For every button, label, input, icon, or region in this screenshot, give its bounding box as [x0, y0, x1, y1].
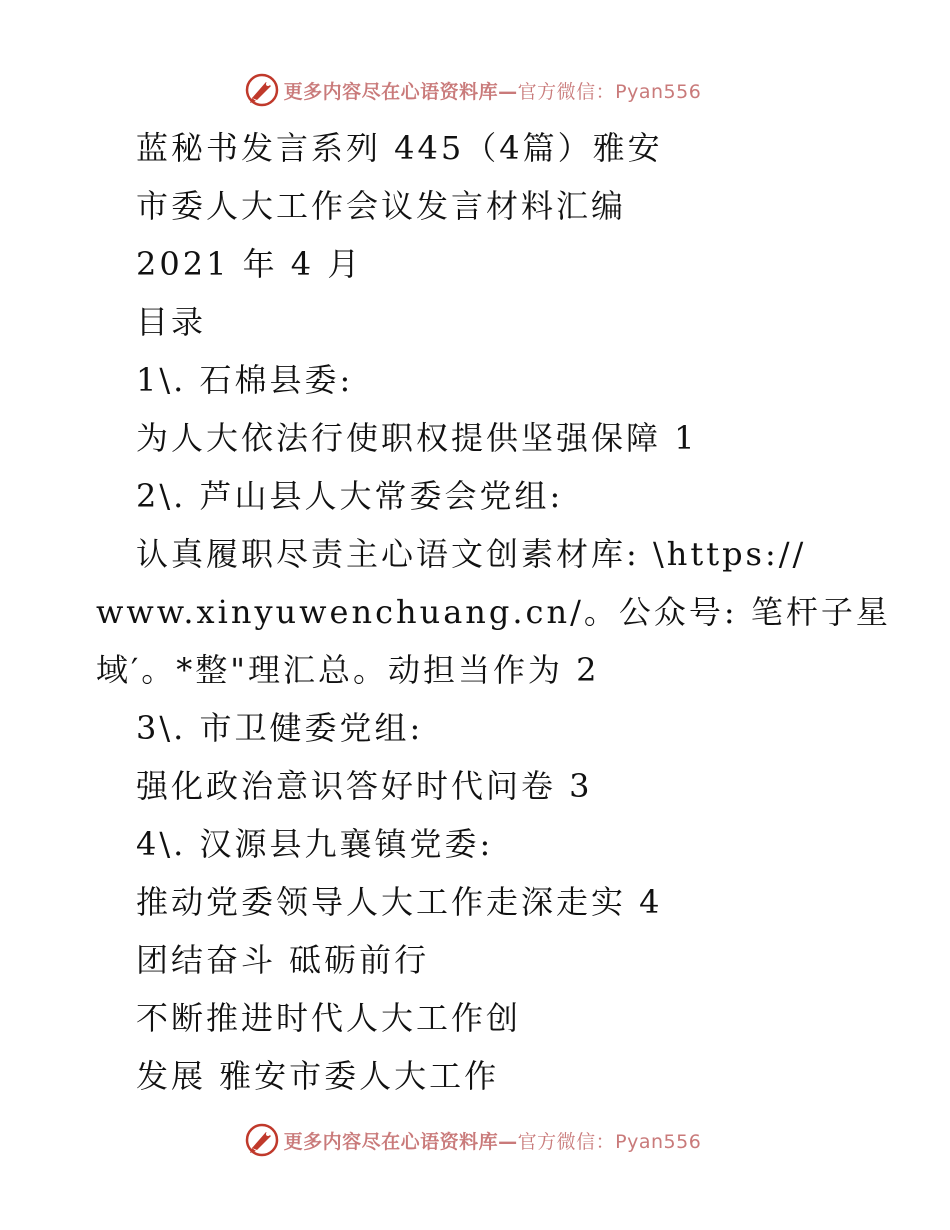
toc-item-2-title-part-3: 域′。*整"理汇总。动担当作为 2	[96, 651, 600, 689]
toc-item-3-title: 强化政治意识答好时代问卷 3	[136, 767, 593, 805]
toc-item-2-title-part-2: www.xinyuwenchuang.cn/。公众号: 笔杆子星	[96, 593, 891, 631]
toc-item-1-author: 1\. 石棉县委:	[136, 361, 354, 399]
toc-item-3-author: 3\. 市卫健委党组:	[136, 709, 424, 747]
watermark-text: 更多内容尽在心语资料库—官方微信：Pyan556	[283, 80, 702, 103]
doc-title-line-2: 市委人大工作会议发言材料汇编	[136, 187, 627, 225]
watermark-text: 更多内容尽在心语资料库—官方微信：Pyan556	[283, 1130, 702, 1153]
doc-title-line-1: 蓝秘书发言系列 445（4篇）雅安	[136, 129, 663, 167]
toc-item-2-author: 2\. 芦山县人大常委会党组:	[136, 477, 564, 515]
footer-watermark	[0, 1120, 950, 1160]
toc-item-1-title: 为人大依法行使职权提供坚强保障 1	[136, 419, 698, 457]
section-heading-line-1: 团结奋斗 砥砺前行	[136, 941, 430, 979]
toc-heading: 目录	[136, 303, 207, 341]
toc-item-2-title-part-1: 认真履职尽责主心语文创素材库: \https://	[136, 535, 807, 573]
pen-logo-icon	[244, 72, 280, 108]
doc-date: 2021 年 4 月	[136, 245, 363, 283]
toc-item-4-title: 推动党委领导人大工作走深走实 4	[136, 883, 663, 921]
section-heading-line-3: 发展 雅安市委人大工作	[136, 1057, 500, 1095]
pen-logo-icon	[244, 1122, 280, 1158]
header-watermark	[0, 70, 950, 110]
toc-item-4-author: 4\. 汉源县九襄镇党委:	[136, 825, 494, 863]
section-heading-line-2: 不断推进时代人大工作创	[136, 999, 522, 1037]
